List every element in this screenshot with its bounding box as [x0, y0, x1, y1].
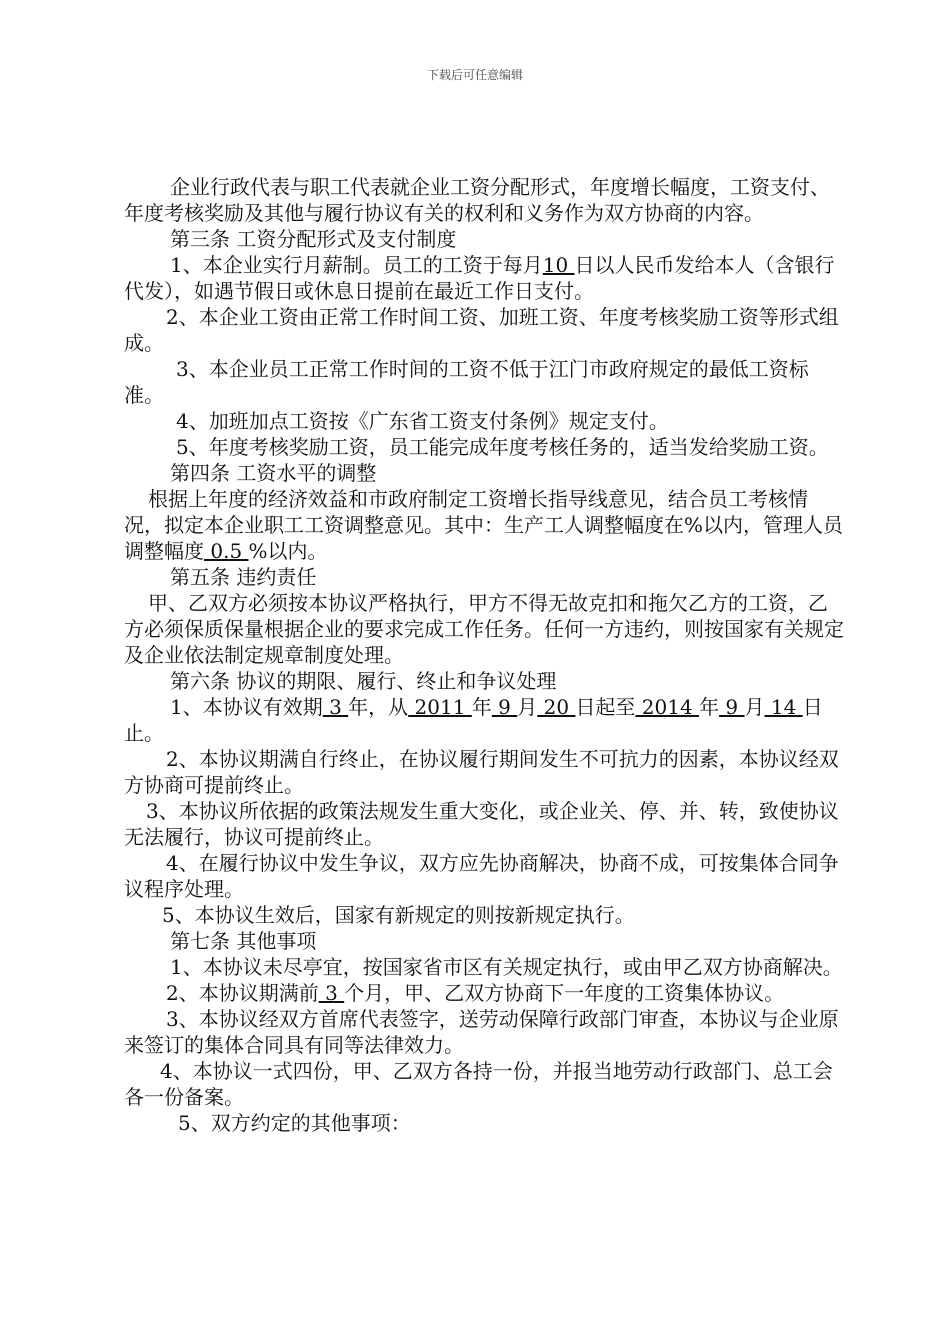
paragraph — [124, 174, 844, 226]
paragraph — [124, 1006, 844, 1058]
paragraph — [124, 668, 844, 694]
paragraph-text: 月 — [517, 695, 538, 719]
paragraph-text: 3、本协议所依据的政策法规发生重大变化，或企业关、停、并、转，致使协议无法履行，协议可提前终止。 — [124, 799, 839, 849]
paragraph — [124, 486, 844, 564]
paragraph-text: 1、本协议未尽亭宜，按国家省市区有关规定执行，或由甲乙双方协商解决。 — [170, 955, 843, 979]
paragraph-text: 3、本企业员工正常工作时间的工资不低于江门市政府规定的最低工资标准。 — [124, 357, 809, 407]
paragraph-text: 个月，甲、乙双方协商下一年度的工资集体协议。 — [344, 981, 785, 1005]
document-body — [124, 174, 844, 1136]
paragraph-text: 2、本协议期满自行终止，在协议履行期间发生不可抗力的因素，本协议经双方协商可提前终止。 — [124, 747, 839, 797]
paragraph-text: 年 — [699, 695, 720, 719]
paragraph-text: 2、本企业工资由正常工作时间工资、加班工资、年度考核奖励工资等形式组成。 — [124, 305, 839, 355]
paragraph-text: 5、年度考核奖励工资，员工能完成年度考核任务的，适当发给奖励工资。 — [176, 435, 829, 459]
paragraph — [124, 226, 844, 252]
paragraph-text: 年 — [471, 695, 492, 719]
paragraph-text: 1、本协议有效期 — [170, 695, 323, 719]
paragraph-text: 第五条 违约责任 — [170, 565, 317, 589]
paragraph — [124, 980, 844, 1006]
filled-blank: 2014 — [635, 695, 700, 719]
paragraph-text: 1、本企业实行月薪制。员工的工资于每月 — [170, 253, 543, 277]
filled-blank: 3 — [318, 981, 345, 1005]
paragraph-text: 根据上年度的经济效益和市政府制定工资增长指导线意见，结合员工考核情况，拟定本企业职工工资调整意见。其中：生产工人调整幅度在%以内，管理人员调整幅度 — [124, 487, 844, 563]
paragraph-text: 日起至 — [575, 695, 636, 719]
paragraph-text: 甲、乙双方必须按本协议严格执行，甲方不得无故克扣和拖欠乙方的工资，乙方必须保质保量根据企业的要求完成工作任务。任何一方违约，则按国家有关规定及企业依法制定规章制度处理。 — [124, 591, 844, 667]
paragraph — [124, 356, 844, 408]
paragraph-text: 4、在履行协议中发生争议，双方应先协商解决，协商不成，可按集体合同争议程序处理。 — [124, 851, 839, 901]
paragraph-text: 4、加班加点工资按《广东省工资支付条例》规定支付。 — [176, 409, 669, 433]
paragraph-text: 第七条 其他事项 — [170, 929, 317, 953]
paragraph — [124, 954, 844, 980]
paragraph — [124, 1110, 844, 1136]
paragraph — [124, 304, 844, 356]
paragraph-text: 5、本协议生效后，国家有新规定的则按新规定执行。 — [162, 903, 635, 927]
paragraph — [124, 798, 844, 850]
filled-blank: 9 — [719, 695, 745, 719]
paragraph — [124, 694, 844, 746]
paragraph — [124, 434, 844, 460]
paragraph — [124, 1058, 844, 1110]
paragraph-text: 企业行政代表与职工代表就企业工资分配形式，年度增长幅度，工资支付、年度考核奖励及其他与履行协议有关的权利和义务作为双方协商的内容。 — [124, 175, 830, 225]
filled-blank: 3 — [322, 695, 349, 719]
paragraph-text: %以内。 — [248, 539, 328, 563]
paragraph-text: 2、本协议期满前 — [166, 981, 319, 1005]
paragraph-text: 3、本协议经双方首席代表签字，送劳动保障行政部门审查，本协议与企业原来签订的集体合同具有同等法律效力。 — [124, 1007, 839, 1057]
paragraph — [124, 564, 844, 590]
filled-blank: 20 — [537, 695, 576, 719]
paragraph-text: 第六条 协议的期限、履行、终止和争议处理 — [170, 669, 557, 693]
paragraph — [124, 408, 844, 434]
paragraph — [124, 460, 844, 486]
paragraph — [124, 252, 844, 304]
paragraph — [124, 746, 844, 798]
filled-blank: 14 — [764, 695, 803, 719]
filled-blank: 9 — [491, 695, 518, 719]
page-header-note: 下载后可任意编辑 — [426, 68, 523, 82]
paragraph-text: 年，从 — [348, 695, 409, 719]
filled-blank: 10 — [542, 253, 575, 277]
paragraph-text: 日以人民币发给本人（含银行代发），如遇节假日或休息日提前在最近工作日支付。 — [124, 253, 835, 303]
paragraph — [124, 902, 844, 928]
paragraph-text: 日止。 — [124, 695, 823, 745]
paragraph-text: 5、双方约定的其他事项： — [178, 1111, 411, 1135]
filled-blank: 0.5 — [204, 539, 249, 563]
paragraph — [124, 590, 844, 668]
paragraph-text: 第四条 工资水平的调整 — [170, 461, 377, 485]
filled-blank: 2011 — [408, 695, 472, 719]
paragraph-text: 4、本协议一式四份，甲、乙双方各持一份，并报当地劳动行政部门、总工会各一份备案。 — [124, 1059, 833, 1109]
paragraph — [124, 850, 844, 902]
paragraph-text: 月 — [744, 695, 765, 719]
paragraph — [124, 928, 844, 954]
paragraph-text: 第三条 工资分配形式及支付制度 — [170, 227, 457, 251]
